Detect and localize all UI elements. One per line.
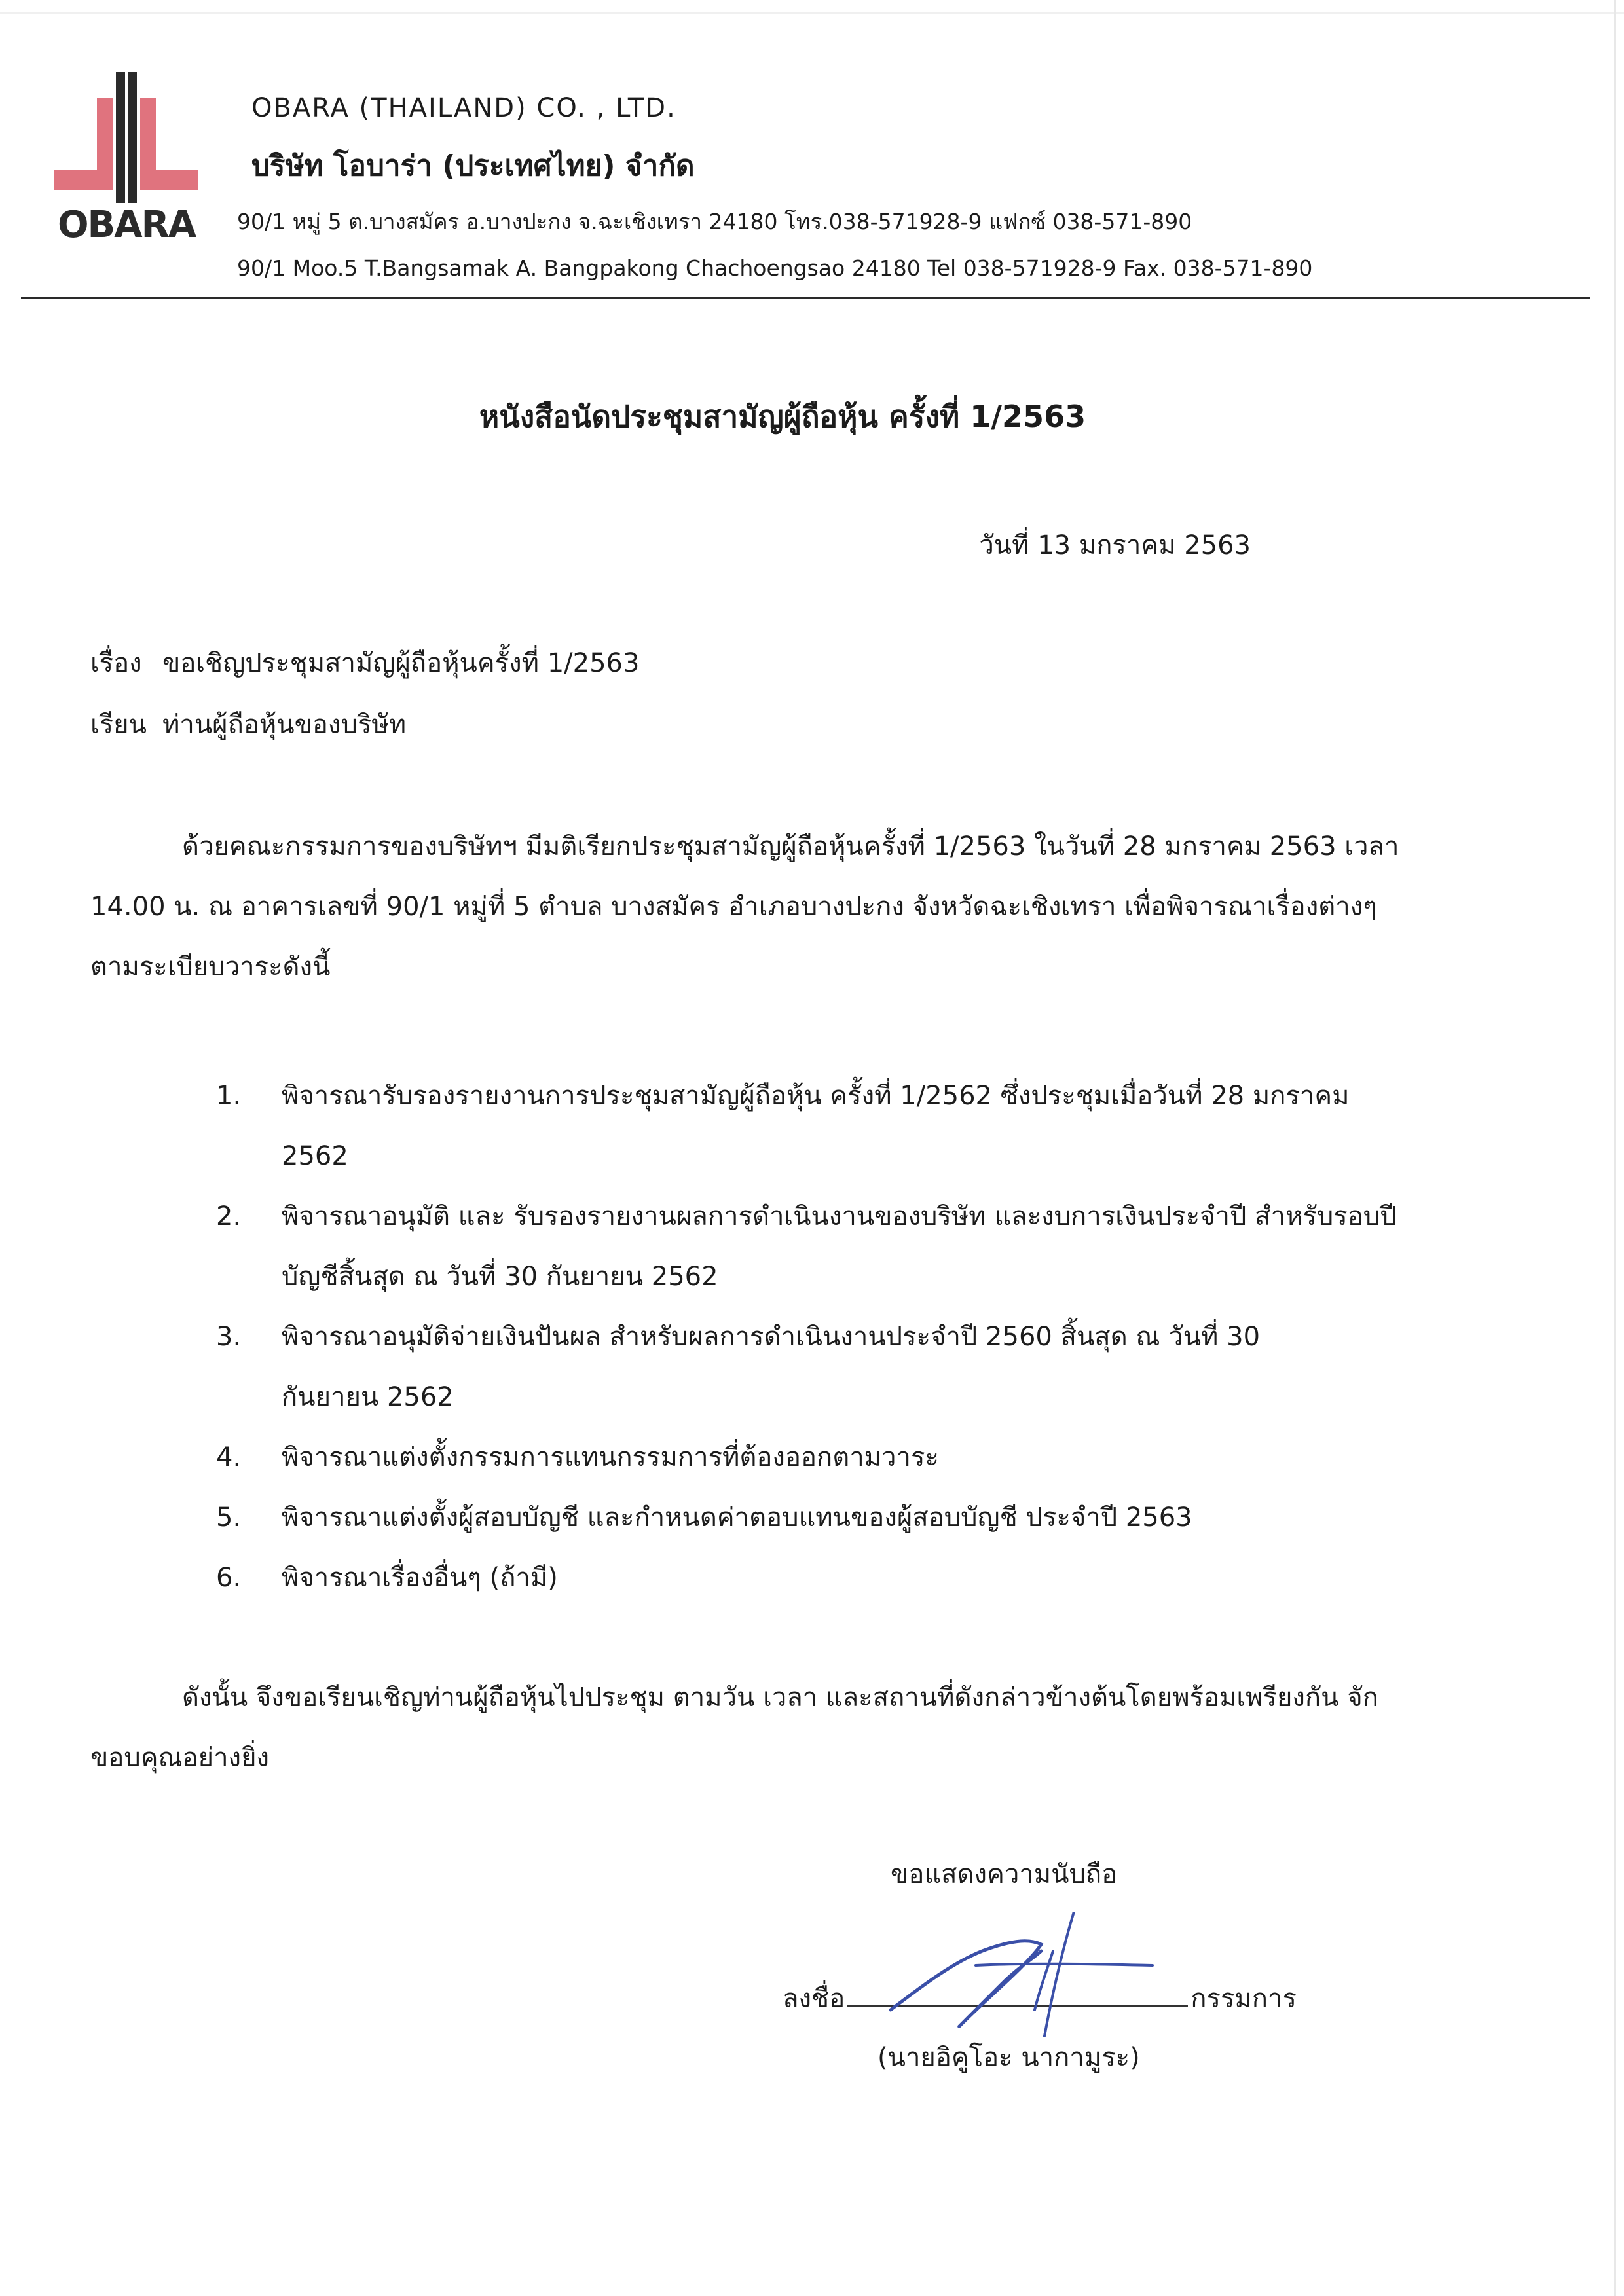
agenda-number: 2. [216, 1201, 242, 1231]
agenda-item [216, 1307, 1486, 1427]
agenda-text-cont: กันยายน 2562 [282, 1382, 454, 1412]
closing-line: ดังนั้น จึงขอเรียนเชิญท่านผู้ถือหุ้นไปประชุม ตามวัน เวลา และสถานที่ดังกล่าวข้างต้นโดยพร้อมเพรียงกัน จัก [182, 1683, 1378, 1713]
header-divider [21, 297, 1590, 299]
agenda-text: พิจารณาเรื่องอื่นๆ (ถ้ามี) [282, 1563, 558, 1593]
scan-top-edge [0, 12, 1624, 14]
document-title: หนังสือนัดประชุมสามัญผู้ถือหุ้น ครั้งที่ 1/2563 [479, 399, 1086, 434]
intro-line: 14.00 น. ณ อาคารเลขที่ 90/1 หมู่ที่ 5 ตำบล บางสมัคร อำเภอบางปะกง จังหวัดฉะเชิงเทรา เพื่อพิจารณาเรื่องต่างๆ [90, 892, 1377, 922]
agenda-item [216, 1066, 1486, 1186]
company-address-en: 90/1 Moo.5 T.Bangsamak A. Bangpakong Chachoengsao 24180 Tel 038-571928-9 Fax. 038-571-890 [237, 255, 1313, 281]
recipient-text: ท่านผู้ถือหุ้นของบริษัท [162, 710, 407, 740]
scan-right-edge [1614, 0, 1616, 2296]
agenda-text: พิจารณาอนุมัติ และ รับรองรายงานผลการดำเนินงานของบริษัท และงบการเงินประจำปี สำหรับรอบปี [282, 1201, 1397, 1231]
signer-name: (นายอิคูโอะ นากามูระ) [877, 2043, 1140, 2073]
sign-label: ลงชื่อ [783, 1984, 845, 2014]
regards-text: ขอแสดงความนับถือ [891, 1859, 1118, 1889]
sign-role: กรรมการ [1190, 1984, 1297, 2014]
agenda-list [216, 1066, 1486, 1608]
closing-line: ขอบคุณอย่างยิ่ง [90, 1743, 270, 1773]
document-date: วันที่ 13 มกราคม 2563 [979, 530, 1251, 560]
agenda-item [216, 1427, 1486, 1487]
agenda-item [216, 1487, 1486, 1548]
company-name-th: บริษัท โอบาร่า (ประเทศไทย) จำกัด [251, 149, 695, 183]
agenda-text: พิจารณาแต่งตั้งผู้สอบบัญชี และกำหนดค่าตอบแทนของผู้สอบบัญชี ประจำปี 2563 [282, 1503, 1192, 1533]
agenda-number: 4. [216, 1442, 242, 1472]
agenda-number: 3. [216, 1322, 242, 1352]
agenda-text: พิจารณารับรองรายงานการประชุมสามัญผู้ถือหุ้น ครั้งที่ 1/2562 ซึ่งประชุมเมื่อวันที่ 28 มกราคม [282, 1081, 1350, 1111]
agenda-text-cont: บัญชีสิ้นสุด ณ วันที่ 30 กันยายน 2562 [282, 1262, 718, 1292]
subject-label: เรื่อง [90, 648, 142, 678]
agenda-item [216, 1548, 1486, 1608]
intro-line: ด้วยคณะกรรมการของบริษัทฯ มีมติเรียกประชุมสามัญผู้ถือหุ้นครั้งที่ 1/2563 ในวันที่ 28 มกราคม 2563 เวลา [182, 831, 1399, 862]
agenda-number: 5. [216, 1503, 242, 1533]
intro-paragraph [90, 825, 1472, 1006]
recipient-label: เรียน [90, 710, 147, 740]
intro-line: ตามระเบียบวาระดังนี้ [90, 952, 331, 982]
agenda-number: 1. [216, 1081, 242, 1111]
company-name-en: OBARA (THAILAND) CO. , LTD. [251, 93, 676, 123]
agenda-text: พิจารณาแต่งตั้งกรรมการแทนกรรมการที่ต้องออกตามวาระ [282, 1442, 939, 1472]
subject-text: ขอเชิญประชุมสามัญผู้ถือหุ้นครั้งที่ 1/2563 [162, 648, 640, 678]
agenda-text: พิจารณาอนุมัติจ่ายเงินปันผล สำหรับผลการดำเนินงานประจำปี 2560 สิ้นสุด ณ วันที่ 30 [282, 1322, 1261, 1352]
subject-line [90, 642, 639, 683]
agenda-number: 6. [216, 1563, 242, 1593]
handwritten-signature [877, 1912, 1166, 2043]
agenda-text-cont: 2562 [282, 1141, 348, 1171]
obara-logo [51, 72, 202, 242]
company-address-th: 90/1 หมู่ 5 ต.บางสมัคร อ.บางปะกง จ.ฉะเชิงเทรา 24180 โทร.038-571928-9 แฟกซ์ 038-571-890 [237, 209, 1192, 234]
logo-wordmark: OBARA [57, 204, 196, 242]
agenda-item [216, 1186, 1486, 1307]
closing-paragraph [90, 1676, 1472, 1796]
recipient-line [90, 703, 406, 745]
